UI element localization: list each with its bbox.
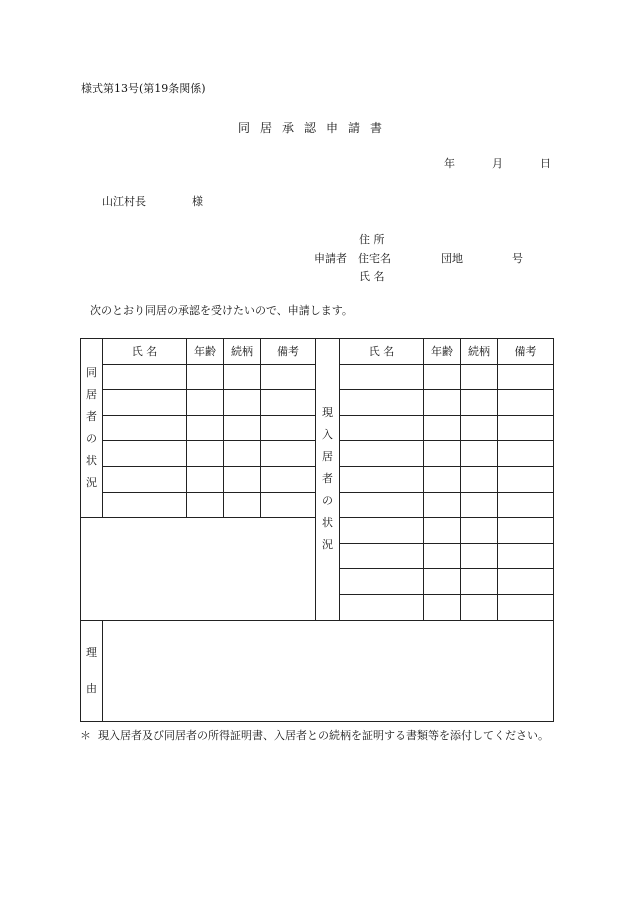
note — [80, 727, 560, 745]
resident-remarks-cell[interactable] — [498, 518, 554, 544]
date-year-label: 年 — [444, 157, 455, 170]
cohabitant-name-cell[interactable] — [103, 415, 187, 441]
cohabitant-remarks-cell[interactable] — [261, 492, 316, 518]
resident-relation-cell[interactable] — [461, 415, 498, 441]
cohabitant-name-cell[interactable] — [103, 466, 187, 492]
resident-name-cell[interactable] — [340, 441, 424, 467]
col-header-relation: 続柄 — [224, 339, 261, 365]
resident-age-cell[interactable] — [424, 415, 461, 441]
resident-age-cell[interactable] — [424, 466, 461, 492]
date-line — [444, 155, 551, 171]
cohabitant-remarks-cell[interactable] — [261, 441, 316, 467]
recipient — [102, 193, 203, 209]
resident-relation-cell[interactable] — [461, 441, 498, 467]
cohabitant-remarks-cell[interactable] — [261, 466, 316, 492]
cohabitant-remarks-cell[interactable] — [261, 364, 316, 390]
resident-relation-cell[interactable] — [461, 466, 498, 492]
reason-input-area[interactable] — [103, 620, 554, 721]
cohabitant-relation-cell[interactable] — [224, 390, 261, 416]
resident-name-cell[interactable] — [340, 492, 424, 518]
resident-age-cell[interactable] — [424, 492, 461, 518]
resident-relation-cell[interactable] — [461, 390, 498, 416]
cohabitant-age-cell[interactable] — [187, 364, 224, 390]
resident-remarks-cell[interactable] — [498, 364, 554, 390]
resident-remarks-cell[interactable] — [498, 543, 554, 569]
resident-name-cell[interactable] — [340, 415, 424, 441]
resident-age-cell[interactable] — [424, 364, 461, 390]
note-mark: ＊ — [80, 729, 91, 742]
resident-relation-cell[interactable] — [461, 364, 498, 390]
recipient-honorific: 様 — [192, 195, 203, 208]
cohabitant-relation-cell[interactable] — [224, 415, 261, 441]
address-label: 住 所 — [359, 233, 385, 246]
resident-remarks-cell[interactable] — [498, 390, 554, 416]
resident-remarks-cell[interactable] — [498, 415, 554, 441]
cohabitant-relation-cell[interactable] — [224, 364, 261, 390]
header-row — [81, 339, 554, 365]
cohabitant-relation-cell[interactable] — [224, 466, 261, 492]
resident-name-cell[interactable] — [340, 543, 424, 569]
resident-remarks-cell[interactable] — [498, 569, 554, 595]
reason-label: 理由 — [81, 620, 103, 721]
resident-name-cell[interactable] — [340, 518, 424, 544]
col-header-age: 年齢 — [187, 339, 224, 365]
date-day-label: 日 — [540, 157, 551, 170]
resident-relation-cell[interactable] — [461, 543, 498, 569]
resident-remarks-cell[interactable] — [498, 441, 554, 467]
resident-age-cell[interactable] — [424, 543, 461, 569]
housing-unit-gou: 号 — [512, 252, 523, 265]
applicant-label: 申請者 — [314, 252, 347, 265]
status-table — [80, 338, 554, 722]
cohabitant-section-label: 同居者の状況 — [81, 339, 103, 518]
resident-age-cell[interactable] — [424, 390, 461, 416]
cohabitant-age-cell[interactable] — [187, 390, 224, 416]
resident-name-cell[interactable] — [340, 466, 424, 492]
cohabitant-age-cell[interactable] — [187, 492, 224, 518]
col-header-remarks-right: 備考 — [498, 339, 554, 365]
blank-area — [81, 518, 316, 620]
reason-row — [81, 620, 554, 721]
resident-remarks-cell[interactable] — [498, 466, 554, 492]
cohabitant-age-cell[interactable] — [187, 441, 224, 467]
cohabitant-name-cell[interactable] — [103, 390, 187, 416]
document-title: 同居承認申請書 — [238, 121, 393, 135]
resident-section-label: 現入居者の状況 — [316, 339, 340, 621]
cohabitant-remarks-cell[interactable] — [261, 390, 316, 416]
resident-age-cell[interactable] — [424, 594, 461, 620]
housing-label: 住宅名 — [358, 252, 391, 265]
cohabitant-name-cell[interactable] — [103, 364, 187, 390]
resident-relation-cell[interactable] — [461, 518, 498, 544]
col-header-remarks: 備考 — [261, 339, 316, 365]
resident-age-cell[interactable] — [424, 569, 461, 595]
cohabitant-name-cell[interactable] — [103, 492, 187, 518]
resident-relation-cell[interactable] — [461, 569, 498, 595]
resident-remarks-cell[interactable] — [498, 594, 554, 620]
resident-name-cell[interactable] — [340, 569, 424, 595]
resident-age-cell[interactable] — [424, 441, 461, 467]
col-header-name-right: 氏 名 — [340, 339, 424, 365]
resident-remarks-cell[interactable] — [498, 492, 554, 518]
resident-relation-cell[interactable] — [461, 492, 498, 518]
statement: 次のとおり同居の承認を受けたいので、申請します。 — [90, 304, 353, 317]
col-header-age-right: 年齢 — [424, 339, 461, 365]
cohabitant-age-cell[interactable] — [187, 415, 224, 441]
form-number: 様式第13号(第19条関係) — [81, 82, 206, 95]
cohabitant-remarks-cell[interactable] — [261, 415, 316, 441]
housing-unit-danchi: 団地 — [441, 252, 463, 265]
resident-name-cell[interactable] — [340, 390, 424, 416]
resident-age-cell[interactable] — [424, 518, 461, 544]
note-text: 現入居者及び同居者の所得証明書、入居者との続柄を証明する書類等を添付してください。 — [98, 729, 549, 742]
resident-relation-cell[interactable] — [461, 594, 498, 620]
name-label: 氏 名 — [359, 270, 385, 283]
col-header-name: 氏 名 — [103, 339, 187, 365]
col-header-relation-right: 続柄 — [461, 339, 498, 365]
recipient-name: 山江村長 — [102, 195, 146, 208]
resident-name-cell[interactable] — [340, 364, 424, 390]
cohabitant-relation-cell[interactable] — [224, 441, 261, 467]
cohabitant-relation-cell[interactable] — [224, 492, 261, 518]
cohabitant-age-cell[interactable] — [187, 466, 224, 492]
cohabitant-name-cell[interactable] — [103, 441, 187, 467]
date-month-label: 月 — [492, 157, 503, 170]
resident-name-cell[interactable] — [340, 594, 424, 620]
